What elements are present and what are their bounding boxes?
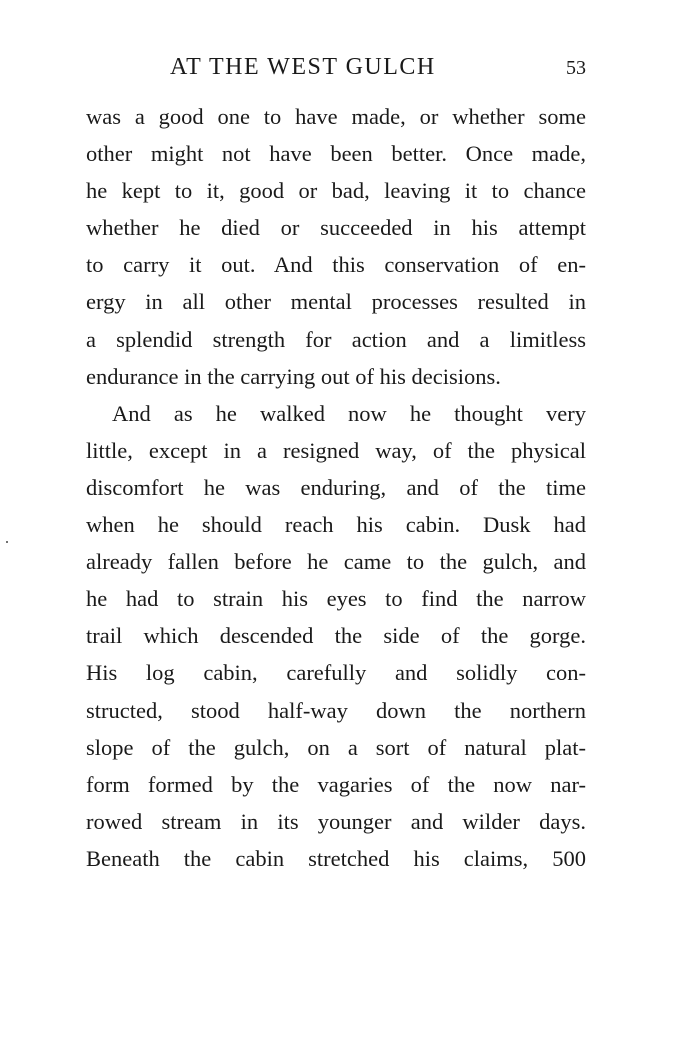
text-line: His log cabin, carefully and solidly con- bbox=[86, 660, 586, 686]
text-line: little, except in a resigned way, of the physical bbox=[86, 437, 586, 463]
text-line: he kept to it, good or bad, leaving it to chance bbox=[86, 178, 586, 204]
text-line: other might not have been better. Once made, bbox=[86, 141, 586, 167]
text-line: Beneath the cabin stretched his claims, 500 bbox=[86, 845, 586, 871]
running-head bbox=[86, 50, 586, 84]
body-text bbox=[86, 98, 586, 877]
text-line: trail which descended the side of the gorge. bbox=[86, 623, 586, 649]
text-line: to carry it out. And this conservation of en- bbox=[86, 252, 586, 278]
text-line: when he should reach his cabin. Dusk had bbox=[86, 512, 586, 538]
margin-speck bbox=[6, 541, 8, 543]
text-line: slope of the gulch, on a sort of natural plat- bbox=[86, 734, 586, 760]
text-line: endurance in the carrying out of his decisions. bbox=[86, 363, 501, 389]
text-line: rowed stream in its younger and wilder days. bbox=[86, 808, 586, 834]
text-line: whether he died or succeeded in his attempt bbox=[86, 215, 586, 241]
paragraph-1 bbox=[86, 98, 586, 395]
text-line: form formed by the vagaries of the now nar- bbox=[86, 771, 586, 797]
text-line: was a good one to have made, or whether some bbox=[86, 104, 586, 129]
text-line: And as he walked now he thought very bbox=[112, 400, 586, 426]
text-line: he had to strain his eyes to find the narrow bbox=[86, 586, 586, 612]
text-line: a splendid strength for action and a limitless bbox=[86, 326, 586, 352]
text-line: already fallen before he came to the gulch, and bbox=[86, 549, 586, 575]
page-number: 53 bbox=[566, 57, 586, 79]
text-line: structed, stood half-way down the northern bbox=[86, 697, 586, 723]
text-line: discomfort he was enduring, and of the time bbox=[86, 474, 586, 500]
running-title: AT THE WEST GULCH bbox=[170, 54, 436, 80]
paragraph-2 bbox=[86, 395, 586, 877]
text-line: ergy in all other mental processes resulted in bbox=[86, 289, 586, 315]
